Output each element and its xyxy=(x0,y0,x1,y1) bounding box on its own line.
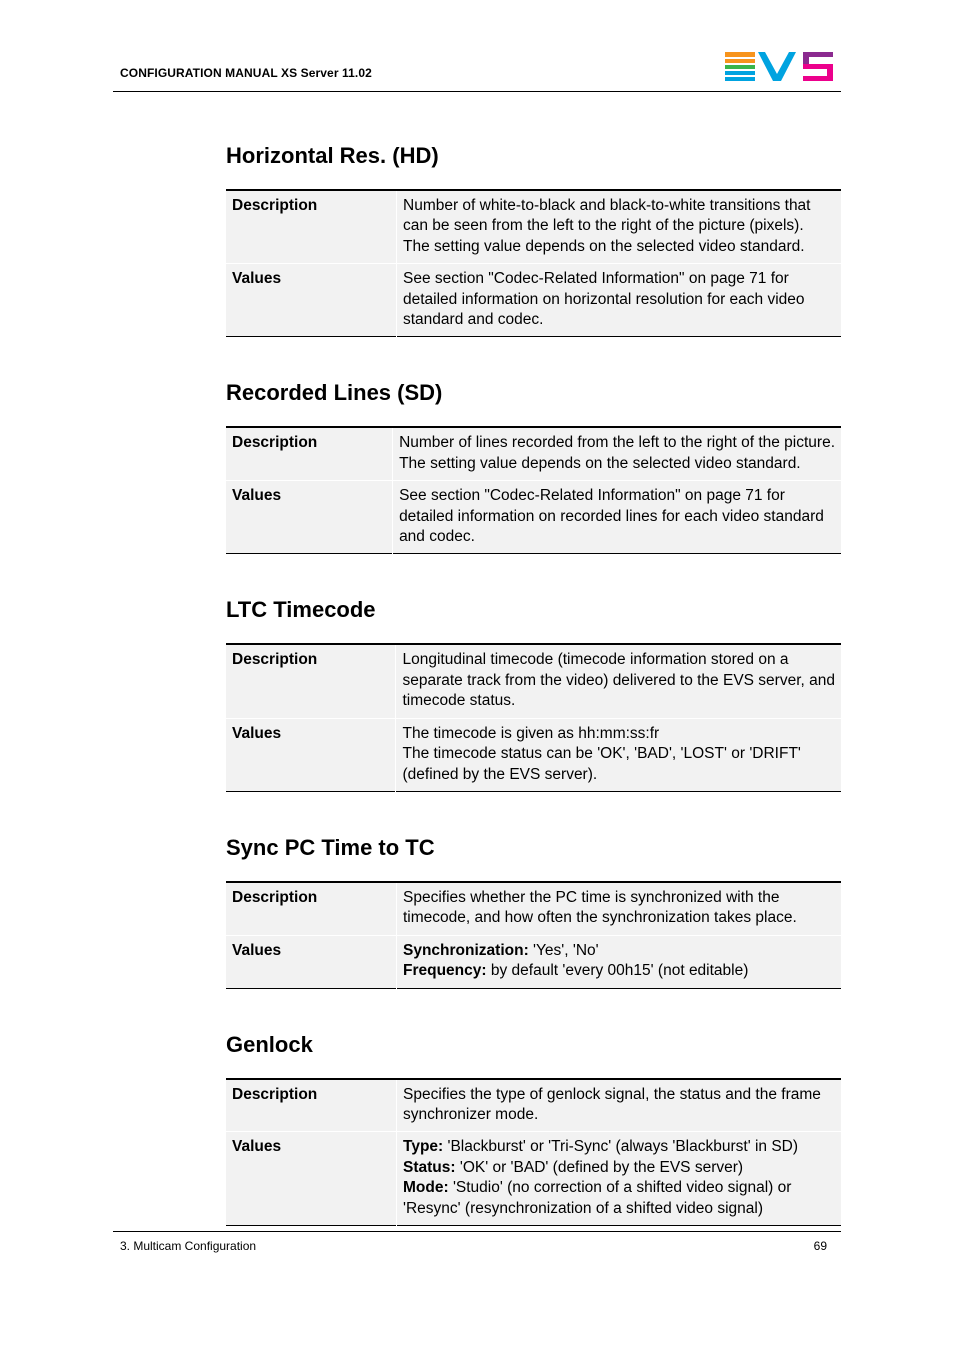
value-text: 'OK' or 'BAD' (defined by the EVS server) xyxy=(455,1158,744,1176)
parameter-table xyxy=(226,643,841,791)
value-line: The setting value depends on the selected video standard. xyxy=(403,237,805,255)
table-row xyxy=(226,1132,841,1226)
main-content xyxy=(226,137,841,1263)
parameter-table xyxy=(226,1078,841,1226)
section-title: LTC Timecode xyxy=(226,597,376,623)
row-label: Description xyxy=(226,190,397,264)
value-line: See section "Codec-Related Information" on page 71 for xyxy=(399,487,785,505)
value-line: The timecode is given as hh:mm:ss:fr xyxy=(402,724,660,742)
value-line: Longitudinal timecode (timecode information stored on a xyxy=(402,651,789,669)
value-line xyxy=(403,941,835,961)
row-label: Values xyxy=(226,718,396,791)
value-line xyxy=(403,1178,835,1198)
section xyxy=(226,591,841,791)
value-key: Mode: xyxy=(403,1179,449,1197)
value-line: The setting value depends on the selected video standard. xyxy=(399,454,801,472)
row-label: Values xyxy=(226,935,397,988)
value-line xyxy=(403,1158,835,1178)
row-value xyxy=(393,427,841,480)
value-text: by default 'every 00h15' (not editable) xyxy=(486,962,749,980)
table-row xyxy=(226,264,841,337)
row-label: Description xyxy=(226,1079,397,1132)
row-value xyxy=(397,1079,842,1132)
value-line xyxy=(403,1199,835,1219)
value-text: 'Yes', 'No' xyxy=(528,941,599,959)
section-title: Genlock xyxy=(226,1031,313,1057)
row-label: Description xyxy=(226,427,393,480)
table-row xyxy=(226,190,841,264)
section-title: Recorded Lines (SD) xyxy=(226,380,443,406)
row-value xyxy=(396,644,841,718)
row-label: Values xyxy=(226,1132,397,1226)
value-line: detailed information on horizontal resolution for each video xyxy=(403,290,805,308)
evs-logo xyxy=(725,52,835,82)
value-line: can be seen from the left to the right of the picture (pixels). xyxy=(403,217,804,235)
table-row xyxy=(226,427,841,480)
row-value xyxy=(393,481,841,554)
value-text: 'Blackburst' or 'Tri-Sync' (always 'Blackburst' in SD) xyxy=(443,1138,799,1156)
parameter-table xyxy=(226,426,841,554)
parameter-table xyxy=(226,189,841,337)
value-text: 'Resync' (resynchronization of a shifted video signal) xyxy=(403,1199,764,1217)
row-label: Description xyxy=(226,882,397,935)
logo-letter-v xyxy=(758,52,796,81)
document-title: CONFIGURATION MANUAL XS Server 11.02 xyxy=(120,66,372,80)
row-value xyxy=(397,935,842,988)
section-title: Horizontal Res. (HD) xyxy=(226,143,439,168)
value-line: (defined by the EVS server). xyxy=(402,765,598,783)
table-row xyxy=(226,935,841,988)
row-label: Description xyxy=(226,644,396,718)
value-line: and codec. xyxy=(399,528,475,546)
row-label: Values xyxy=(226,264,397,337)
footer-chapter: 3. Multicam Configuration xyxy=(120,1239,257,1253)
section xyxy=(226,374,841,554)
row-label: Values xyxy=(226,481,393,554)
logo-letter-e xyxy=(725,52,755,81)
value-line: The timecode status can be 'OK', 'BAD', 'LOST' or 'DRIFT' xyxy=(402,745,801,763)
value-line: detailed information on recorded lines for each video standard xyxy=(399,507,824,525)
table-row xyxy=(226,718,841,791)
table-row xyxy=(226,644,841,718)
value-line: Specifies whether the PC time is synchronized with the xyxy=(403,888,780,906)
section xyxy=(226,137,841,337)
page-number: 69 xyxy=(813,1239,827,1253)
value-line: standard and codec. xyxy=(403,311,544,329)
value-line: See section "Codec-Related Information" on page 71 for xyxy=(403,270,789,288)
value-line: timecode status. xyxy=(402,692,516,710)
value-key: Status: xyxy=(403,1158,456,1176)
row-value xyxy=(397,1132,842,1226)
table-row xyxy=(226,1079,841,1132)
page-footer xyxy=(113,1231,841,1253)
value-line xyxy=(403,1137,835,1157)
section xyxy=(226,829,841,989)
value-key: Synchronization: xyxy=(403,941,529,959)
row-value xyxy=(397,882,842,935)
value-text: 'Studio' (no correction of a shifted video signal) or xyxy=(448,1179,792,1197)
value-line: synchronizer mode. xyxy=(403,1105,539,1123)
value-line: separate track from the video) delivered to the EVS server, and xyxy=(402,671,835,689)
row-value xyxy=(397,264,842,337)
page-header xyxy=(113,0,841,92)
value-key: Type: xyxy=(403,1138,444,1156)
logo-letter-s xyxy=(803,52,833,81)
row-value xyxy=(397,190,842,264)
value-line: Number of white-to-black and black-to-white transitions that xyxy=(403,197,811,214)
row-value xyxy=(396,718,841,791)
section xyxy=(226,1026,841,1226)
value-line xyxy=(403,961,835,981)
value-key: Frequency: xyxy=(403,962,487,980)
section-title: Sync PC Time to TC xyxy=(226,834,435,860)
parameter-table xyxy=(226,881,841,989)
table-row xyxy=(226,882,841,935)
value-line: Number of lines recorded from the left to the right of the picture. xyxy=(399,434,835,452)
value-line: timecode, and how often the synchronization takes place. xyxy=(403,909,797,927)
table-row xyxy=(226,481,841,554)
value-line: Specifies the type of genlock signal, the status and the frame xyxy=(403,1085,821,1103)
